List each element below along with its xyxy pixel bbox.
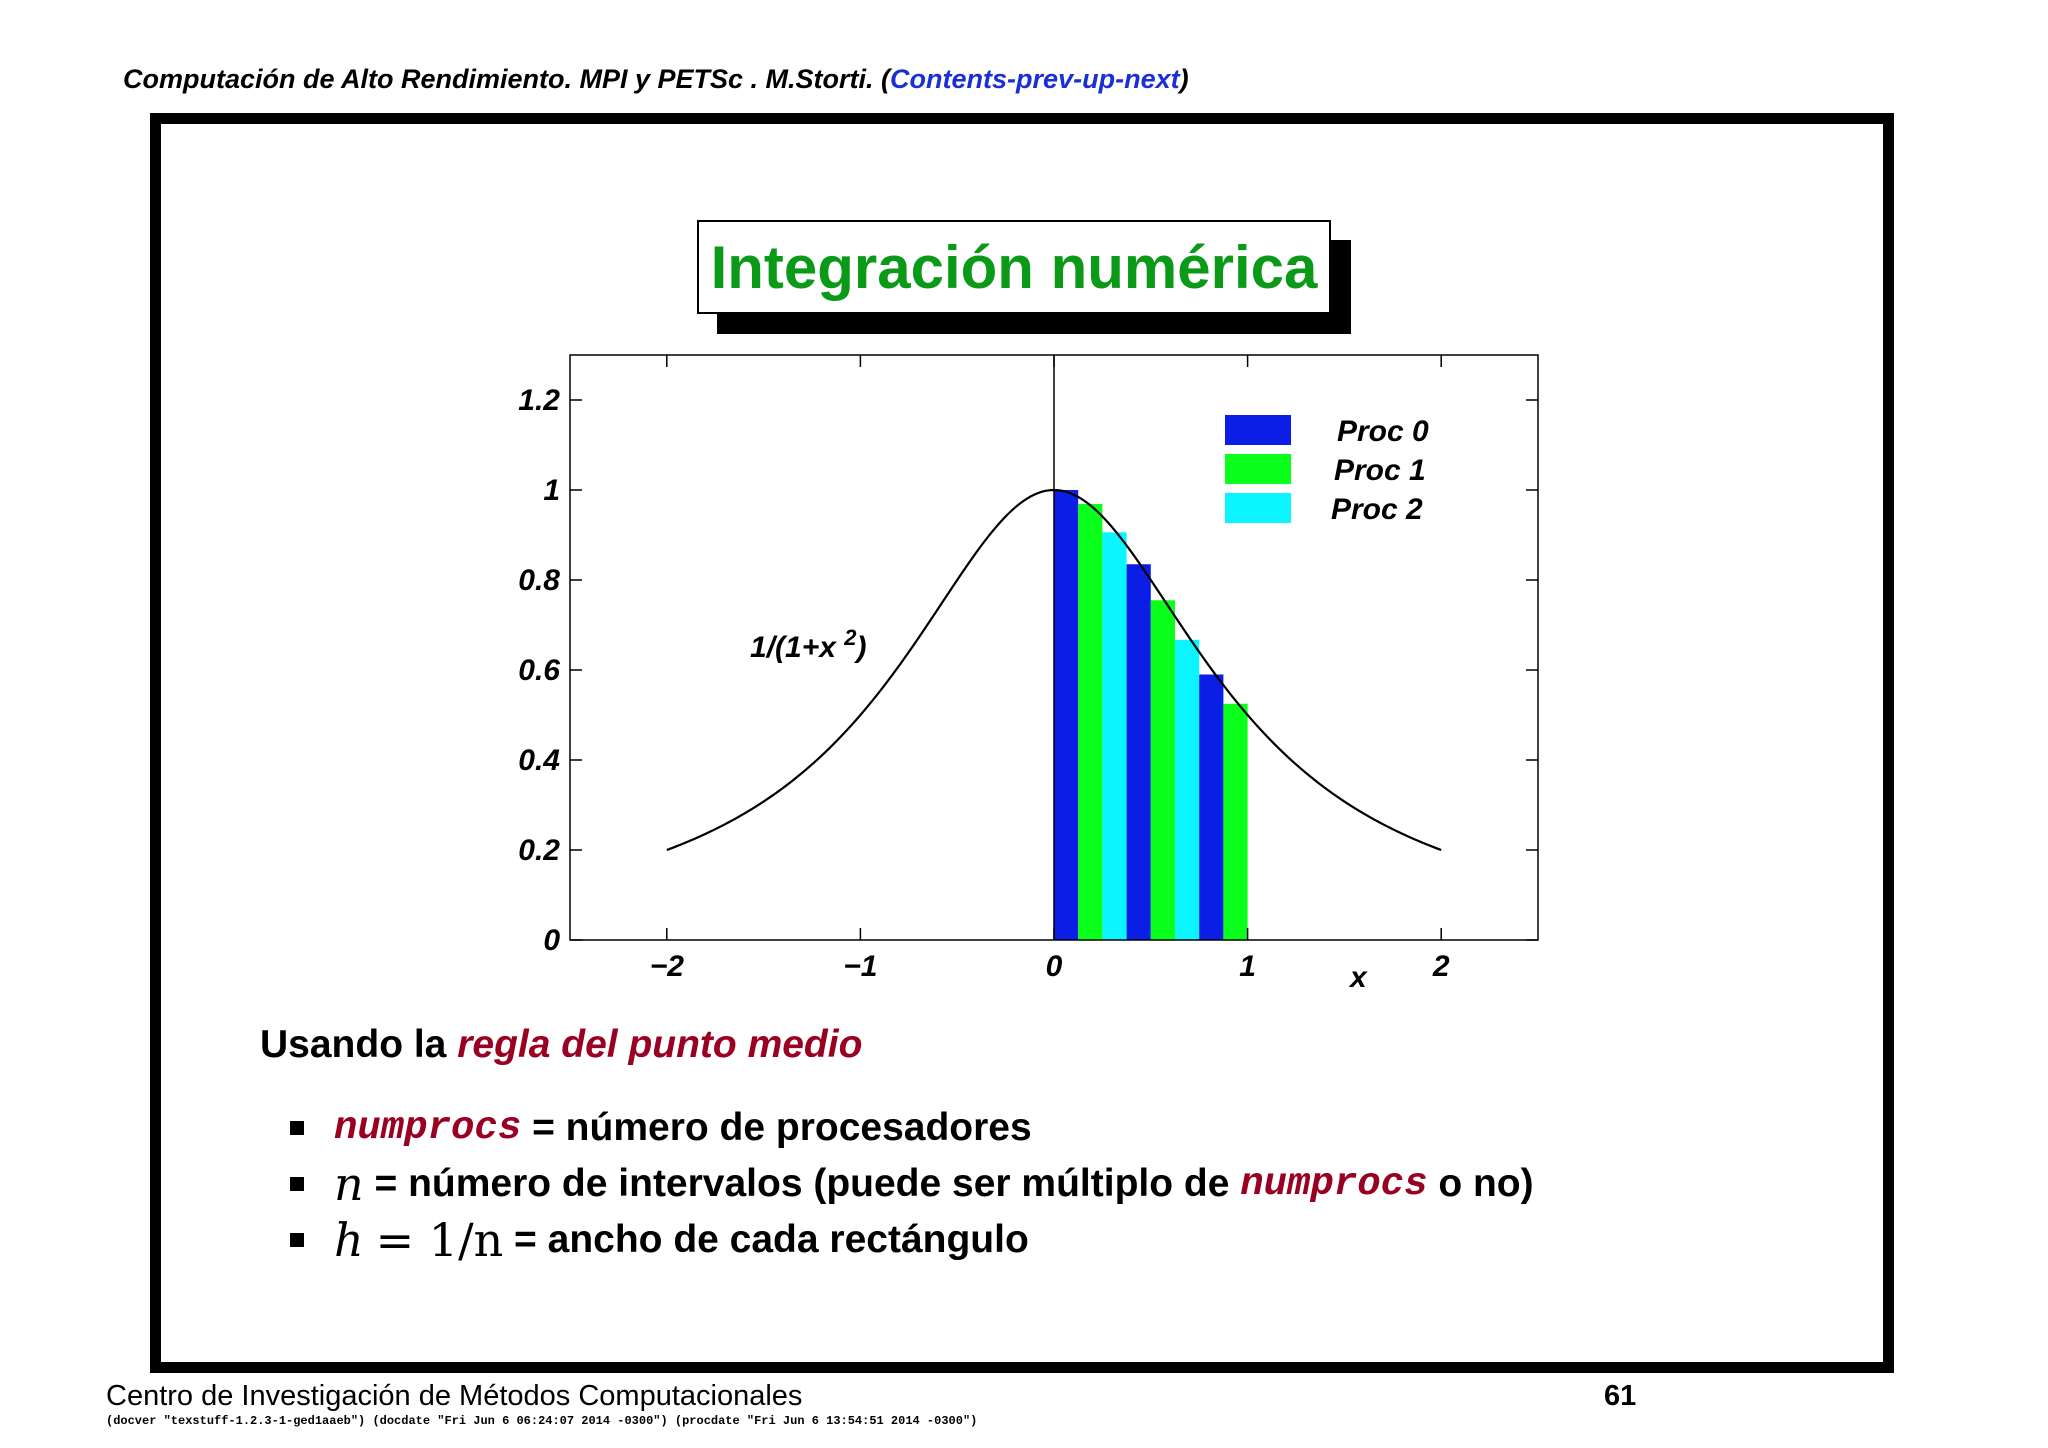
nav-next-link[interactable]: next (1124, 64, 1180, 94)
nav-separator: - (1007, 64, 1017, 94)
code-term: numprocs (1240, 1162, 1428, 1206)
x-tick-label: 0 (1045, 950, 1063, 983)
header-text: Computación de Alto Rendimiento. MPI y PETSc . M.Storti. ( (123, 64, 891, 94)
nav-separator: - (1073, 64, 1083, 94)
legend-label: Proc 2 (1331, 493, 1423, 526)
title-box (697, 220, 1331, 314)
footer-metadata: (docver "texstuff-1.2.3-1-ged1aaeb") (docdate "Fri Jun 6 06:24:07 2014 -0300") (procdate "Fri Jun 6 13:54:51 2014 -0300") (106, 1414, 978, 1428)
bar (1102, 532, 1126, 940)
lead-sentence (260, 1023, 862, 1067)
bar (1175, 640, 1199, 940)
y-tick-label: 1 (543, 474, 560, 507)
bullet-text: = número de intervalos (puede ser múltiplo de (363, 1162, 1241, 1205)
bar (1054, 490, 1078, 940)
y-tick-label: 1.2 (518, 384, 560, 417)
bar (1223, 704, 1247, 940)
bullet-item (290, 1156, 1534, 1212)
y-tick-label: 0.4 (518, 744, 560, 777)
bar (1151, 600, 1175, 940)
page-number: 61 (1604, 1380, 1637, 1412)
legend-swatch (1225, 493, 1291, 523)
y-tick-label: 0.2 (518, 834, 560, 867)
legend-swatch (1225, 415, 1291, 445)
curve-label (750, 625, 866, 664)
integration-chart (480, 345, 1590, 1015)
running-header (123, 64, 1189, 95)
lead-emphasis: regla del punto medio (457, 1023, 863, 1066)
nav-contents-link[interactable]: Contents (890, 64, 1008, 94)
bullet-list (290, 1100, 1534, 1268)
bar (1078, 504, 1102, 940)
legend (1225, 415, 1429, 526)
bar (1199, 675, 1223, 941)
y-tick-label: 0.6 (518, 654, 560, 687)
lead-text: Usando la (260, 1023, 458, 1066)
bullet-square-icon (290, 1177, 304, 1191)
bullet-item (290, 1212, 1534, 1268)
bullet-square-icon (290, 1121, 304, 1135)
x-axis-label: x (1350, 961, 1367, 994)
legend-label: Proc 1 (1334, 454, 1426, 487)
math-term: h (334, 1213, 364, 1267)
legend-swatch (1225, 454, 1291, 484)
header-close-paren: ) (1179, 64, 1189, 94)
nav-separator: - (1115, 64, 1125, 94)
curve-label-base: 1/(1+x (750, 631, 845, 664)
math-expression: = 1/n (375, 1213, 504, 1267)
x-tick-label: 1 (1239, 950, 1256, 983)
math-term: n (334, 1157, 364, 1211)
bar (1127, 564, 1151, 940)
x-tick-label: −1 (843, 950, 878, 983)
bullet-text: = ancho de cada rectángulo (503, 1218, 1029, 1261)
x-tick-label: −2 (649, 950, 684, 983)
y-tick-label: 0.8 (518, 564, 560, 597)
curve-label-end: ) (856, 631, 867, 664)
bullet-text: = número de procesadores (521, 1106, 1032, 1149)
bullet-text-tail: o no) (1427, 1162, 1534, 1205)
footer-institution: Centro de Investigación de Métodos Computacionales (106, 1380, 803, 1412)
bars-layer (1054, 490, 1248, 940)
bullet-item (290, 1100, 1534, 1156)
nav-up-link[interactable]: up (1082, 64, 1116, 94)
x-tick-label: 2 (1432, 950, 1450, 983)
legend-label: Proc 0 (1337, 415, 1429, 448)
axes-layer (518, 355, 1538, 983)
bullet-square-icon (290, 1233, 304, 1247)
nav-prev-link[interactable]: prev (1016, 64, 1074, 94)
y-tick-label: 0 (543, 924, 560, 957)
curve-label-exponent: 2 (844, 625, 857, 650)
code-term: numprocs (334, 1106, 522, 1150)
slide-title: Integración numérica (710, 233, 1318, 301)
